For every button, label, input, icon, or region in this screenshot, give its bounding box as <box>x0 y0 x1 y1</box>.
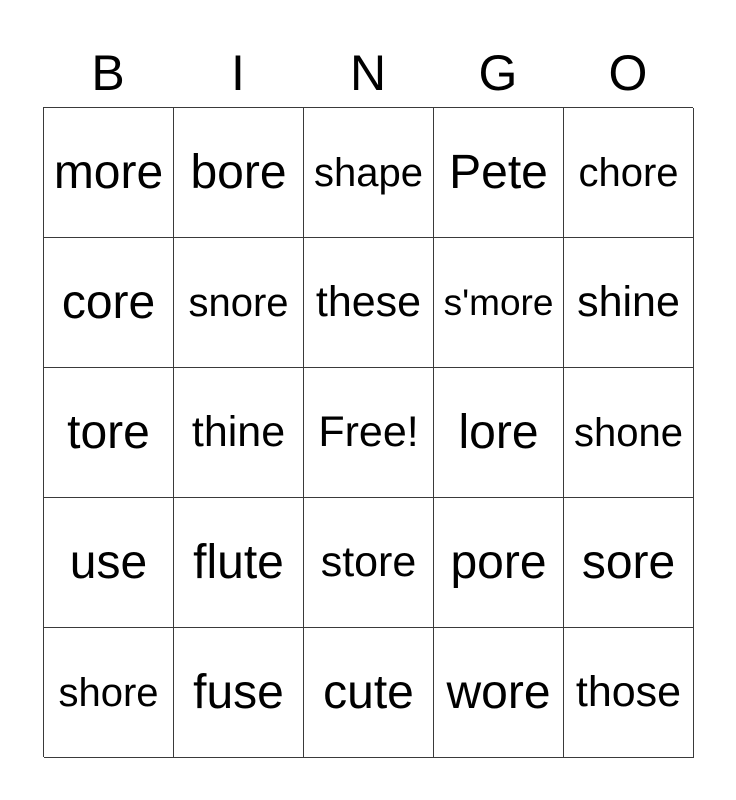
bingo-cell-r4c5: sore <box>564 498 694 628</box>
bingo-cell-r4c1: use <box>44 498 174 628</box>
header-letter-n: N <box>349 45 387 101</box>
bingo-cell-r1c4: Pete <box>434 108 564 238</box>
bingo-header <box>43 42 693 104</box>
bingo-cell-r3c5: shone <box>564 368 694 498</box>
bingo-cell-r1c2: bore <box>174 108 304 238</box>
bingo-cell-r4c2: flute <box>174 498 304 628</box>
header-letter-g: G <box>478 45 518 101</box>
bingo-cell-r5c1: shore <box>44 628 174 758</box>
bingo-cell-r4c4: pore <box>434 498 564 628</box>
bingo-cell-r5c3: cute <box>304 628 434 758</box>
header-letter-b: B <box>91 45 125 101</box>
bingo-cell-r2c5: shine <box>564 238 694 368</box>
bingo-cell-r5c2: fuse <box>174 628 304 758</box>
bingo-cell-r5c5: those <box>564 628 694 758</box>
bingo-cell-r3c3: Free! <box>304 368 434 498</box>
bingo-cell-r2c3: these <box>304 238 434 368</box>
bingo-cell-r1c3: shape <box>304 108 434 238</box>
bingo-cell-r4c3: store <box>304 498 434 628</box>
bingo-cell-r2c4: s'more <box>434 238 564 368</box>
bingo-cell-r2c2: snore <box>174 238 304 368</box>
bingo-cell-r5c4: wore <box>434 628 564 758</box>
header-letter-i: I <box>231 45 245 101</box>
bingo-cell-r3c4: lore <box>434 368 564 498</box>
header-letter-o: O <box>608 45 648 101</box>
bingo-cell-r3c1: tore <box>44 368 174 498</box>
bingo-cell-r3c2: thine <box>174 368 304 498</box>
bingo-cell-r1c1: more <box>44 108 174 238</box>
bingo-cell-r2c1: core <box>44 238 174 368</box>
bingo-board <box>43 107 693 757</box>
bingo-cell-r1c5: chore <box>564 108 694 238</box>
